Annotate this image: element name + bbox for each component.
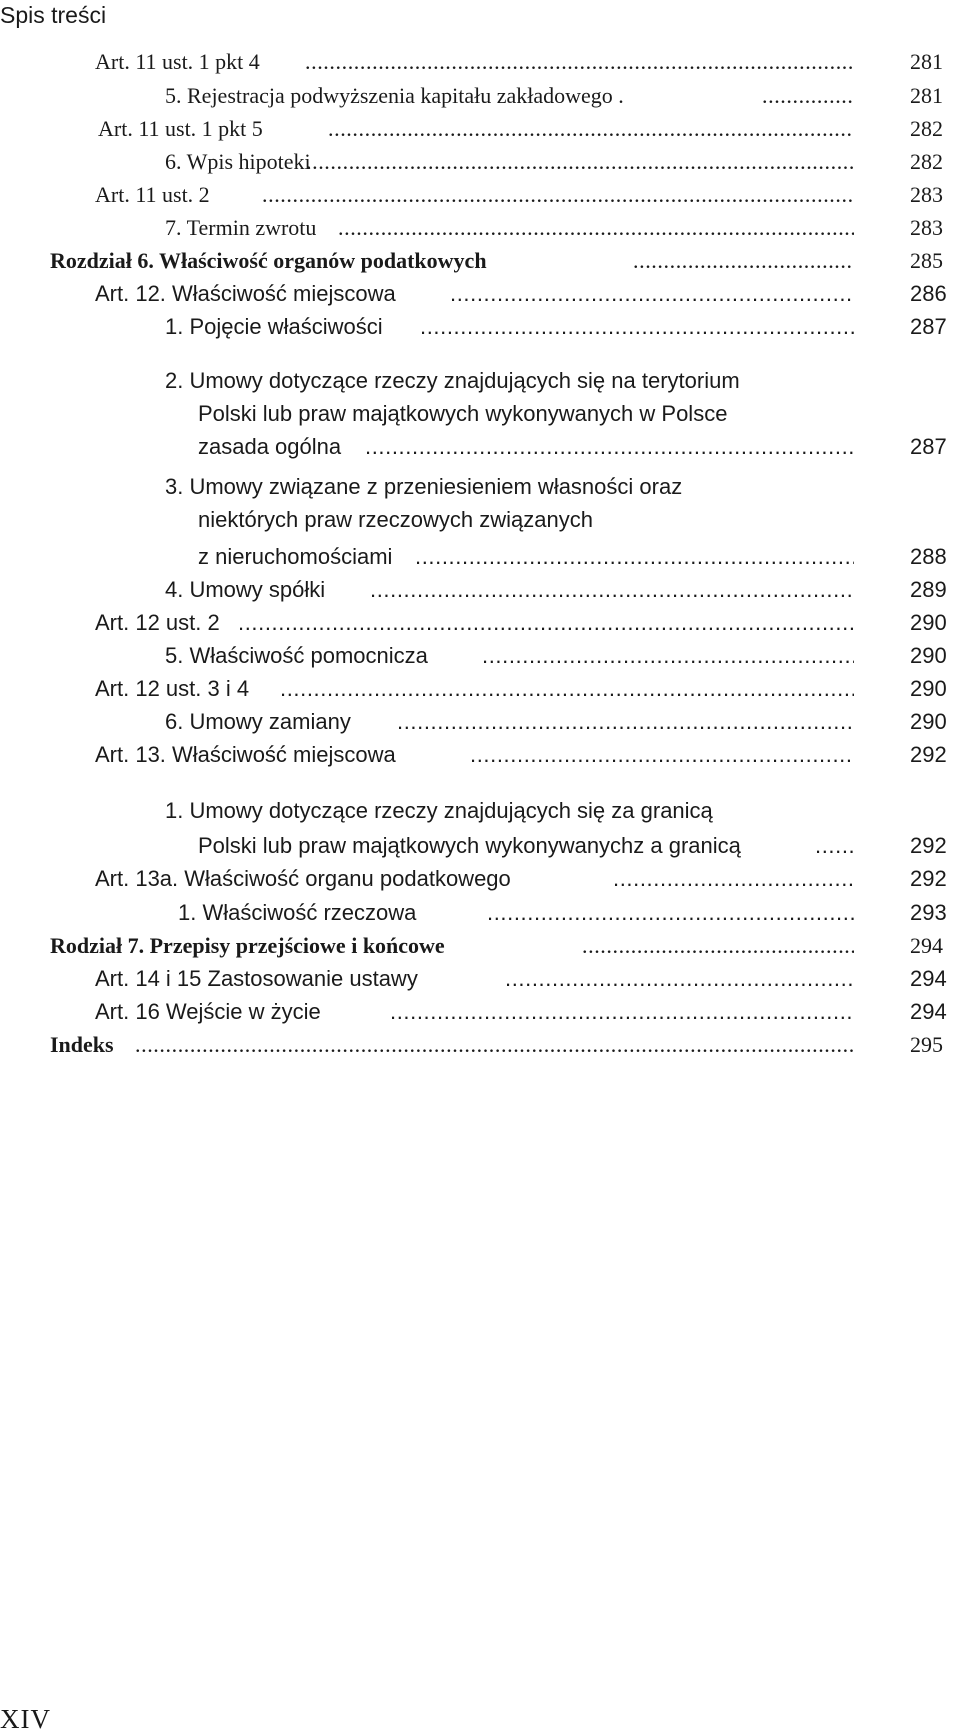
toc-leader-dots: [135, 1028, 854, 1061]
toc-leader-dots: [505, 962, 854, 995]
toc-entry-title: 3. Umowy związane z przeniesieniem własności oraz: [165, 474, 683, 499]
toc-entry: [0, 211, 960, 244]
toc-entry-title: Rodział 7. Przepisy przejściowe i końcowe: [50, 933, 445, 958]
toc-page-number: 283: [910, 215, 943, 240]
toc-page-number: 294: [910, 933, 943, 958]
toc-page-number: 290: [910, 643, 947, 668]
toc-entry-title: 1. Umowy dotyczące rzeczy znajdujących się za granicą: [165, 798, 713, 823]
toc-entry: [0, 794, 960, 827]
toc-page-number: 285: [910, 248, 943, 273]
toc-entry-title: Art. 11 ust. 1 pkt 5: [98, 116, 263, 141]
toc-entry: [0, 112, 960, 145]
toc-page-number: 292: [910, 742, 947, 767]
toc-page-number: 287: [910, 434, 947, 459]
toc-page-number: 292: [910, 833, 947, 858]
toc-entry-title: zasada ogólna: [198, 434, 342, 459]
toc-leader-dots: [482, 639, 854, 672]
toc-chapter-entry: [0, 1028, 960, 1061]
toc-leader-dots: [613, 862, 854, 895]
toc-leader-dots: [470, 738, 854, 771]
toc-entry-title: 2. Umowy dotyczące rzeczy znajdujących się na terytorium: [165, 368, 740, 393]
toc-page-number: 288: [910, 544, 947, 569]
toc-page-number: 281: [910, 83, 943, 108]
toc-page-number: 294: [910, 999, 947, 1024]
toc-entry: [0, 277, 960, 310]
toc-page-number: 282: [910, 116, 943, 141]
toc-entry: [0, 962, 960, 995]
toc-entry-title: 1. Pojęcie właściwości: [165, 314, 383, 339]
toc-entry-title: Art. 12. Właściwość miejscowa: [95, 281, 396, 306]
toc-leader-dots: [305, 45, 854, 78]
toc-leader-dots: [415, 540, 854, 573]
toc-entry-title: 7. Termin zwrotu: [165, 215, 317, 240]
toc-entry-title: 6. Umowy zamiany: [165, 709, 351, 734]
toc-leader-dots: [238, 606, 854, 639]
toc-leader-dots: [815, 829, 854, 862]
toc-entry: [0, 896, 960, 929]
toc-leader-dots: [365, 430, 854, 463]
toc-entry: [0, 995, 960, 1028]
toc-entry-title: Rozdział 6. Właściwość organów podatkowych: [50, 248, 487, 273]
toc-leader-dots: [328, 112, 854, 145]
toc-page-number: 290: [910, 709, 947, 734]
toc-entry-title: Art. 13. Właściwość miejscowa: [95, 742, 396, 767]
toc-entry-title: Art. 13a. Właściwość organu podatkowego: [95, 866, 511, 891]
toc-entry-title: Art. 14 i 15 Zastosowanie ustawy: [95, 966, 418, 991]
toc-entry-continuation: [0, 829, 960, 862]
page-number-footer: XIV: [0, 1704, 51, 1734]
toc-entry-continuation: [0, 503, 960, 536]
toc-page-number: 287: [910, 314, 947, 339]
toc-entry: [0, 672, 960, 705]
toc-entry: [0, 178, 960, 211]
toc-entry: [0, 79, 960, 112]
toc-entry-title: 6. Wpis hipoteki: [165, 149, 311, 174]
toc-entry-title: 4. Umowy spółki: [165, 577, 326, 602]
toc-leader-dots: [397, 705, 854, 738]
toc-chapter-entry: [0, 929, 960, 962]
toc-leader-dots: [306, 145, 854, 178]
toc-entry: [0, 310, 960, 343]
toc-leader-dots: [338, 211, 854, 244]
toc-entry-continuation: [0, 430, 960, 463]
toc-entry: [0, 364, 960, 397]
toc-page-number: 292: [910, 866, 947, 891]
toc-entry-continuation: [0, 540, 960, 573]
toc-entry-title: Art. 16 Wejście w życie: [95, 999, 321, 1024]
toc-entry-title: Art. 12 ust. 3 i 4: [95, 676, 250, 701]
toc-chapter-entry: [0, 244, 960, 277]
toc-entry: [0, 45, 960, 78]
toc-entry-title: Art. 11 ust. 2: [95, 182, 210, 207]
toc-entry: [0, 705, 960, 738]
toc-entry: [0, 862, 960, 895]
toc-entry-title: z nieruchomościami: [198, 544, 393, 569]
toc-leader-dots: [390, 995, 854, 1028]
toc-entry-title: Polski lub praw majątkowych wykonywanych w Polsce: [198, 401, 728, 426]
toc-entry-title: 5. Właściwość pomocnicza: [165, 643, 428, 668]
toc-entry: [0, 573, 960, 606]
toc-entry-title: Indeks: [50, 1032, 114, 1057]
toc-page-number: 295: [910, 1032, 943, 1057]
toc-entry: [0, 606, 960, 639]
toc-leader-dots: [262, 178, 854, 211]
toc-leader-dots: [762, 79, 854, 112]
toc-entry: [0, 145, 960, 178]
toc-leader-dots: [633, 244, 854, 277]
toc-entry-title: Polski lub praw majątkowych wykonywanychz a granicą: [198, 833, 741, 858]
toc-page-number: 290: [910, 676, 947, 701]
toc-entry: [0, 639, 960, 672]
running-header: Spis treści: [0, 2, 107, 28]
toc-entry: [0, 738, 960, 771]
toc-leader-dots: [280, 672, 854, 705]
toc-page-number: 289: [910, 577, 947, 602]
toc-page-number: 281: [910, 49, 943, 74]
toc-entry-title: Art. 11 ust. 1 pkt 4: [95, 49, 260, 74]
toc-page-number: 294: [910, 966, 947, 991]
toc-leader-dots: [450, 277, 854, 310]
toc-leader-dots: [582, 929, 854, 962]
toc-entry-title: Art. 12 ust. 2: [95, 610, 220, 635]
toc-page-number: 283: [910, 182, 943, 207]
toc-leader-dots: [370, 573, 854, 606]
toc-leader-dots: [420, 310, 854, 343]
toc-page-number: 286: [910, 281, 947, 306]
toc-page-number: 282: [910, 149, 943, 174]
toc-page-number: 290: [910, 610, 947, 635]
toc-entry: [0, 470, 960, 503]
toc-entry-title: niektórych praw rzeczowych związanych: [198, 507, 593, 532]
toc-entry-continuation: [0, 397, 960, 430]
toc-leader-dots: [487, 896, 854, 929]
toc-page-number: 293: [910, 900, 947, 925]
toc-entry-title: 5. Rejestracja podwyższenia kapitału zakładowego .: [165, 83, 624, 108]
toc-entry-title: 1. Właściwość rzeczowa: [178, 900, 417, 925]
